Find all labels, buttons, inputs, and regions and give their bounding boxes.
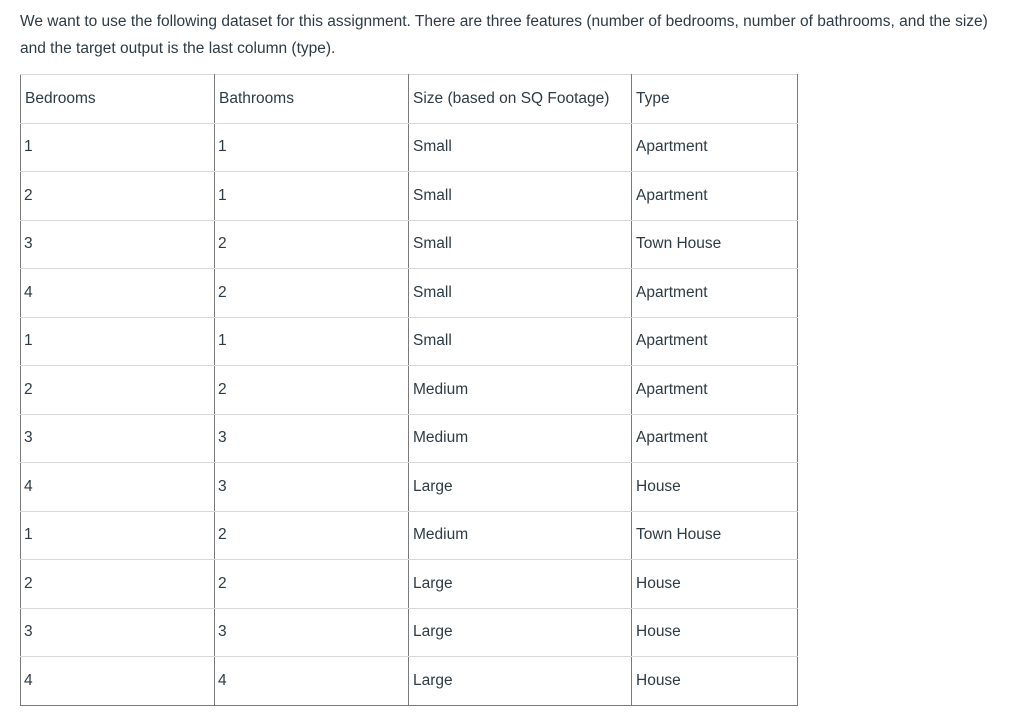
cell-bathrooms: 1 (215, 317, 409, 366)
table-header-row (21, 75, 798, 124)
cell-type: House (632, 463, 798, 512)
header-type: Type (632, 75, 798, 124)
cell-type: House (632, 560, 798, 609)
cell-bedrooms: 2 (21, 172, 215, 221)
cell-type: Town House (632, 511, 798, 560)
cell-size: Small (409, 317, 632, 366)
assignment-intro-text: We want to use the following dataset for this assignment. There are three features (number of bedrooms, number of bathrooms, and the size) and the target output is the last column (type). (20, 13, 988, 57)
dataset-table (20, 74, 798, 706)
table-row (21, 463, 798, 512)
cell-size: Small (409, 172, 632, 221)
cell-size: Medium (409, 414, 632, 463)
table-row (21, 220, 798, 269)
table-row (21, 269, 798, 318)
cell-bedrooms: 4 (21, 463, 215, 512)
cell-bedrooms: 3 (21, 414, 215, 463)
cell-bathrooms: 1 (215, 172, 409, 221)
cell-type: Apartment (632, 123, 798, 172)
table-row (21, 317, 798, 366)
cell-type: House (632, 657, 798, 706)
cell-bedrooms: 1 (21, 123, 215, 172)
cell-bedrooms: 2 (21, 366, 215, 415)
cell-bathrooms: 3 (215, 414, 409, 463)
table-row (21, 366, 798, 415)
cell-bedrooms: 3 (21, 220, 215, 269)
table-row (21, 511, 798, 560)
cell-type: Apartment (632, 269, 798, 318)
table-row (21, 608, 798, 657)
cell-bedrooms: 4 (21, 657, 215, 706)
header-bedrooms: Bedrooms (21, 75, 215, 124)
cell-size: Medium (409, 511, 632, 560)
cell-type: Town House (632, 220, 798, 269)
cell-type: House (632, 608, 798, 657)
cell-bedrooms: 1 (21, 317, 215, 366)
cell-bedrooms: 1 (21, 511, 215, 560)
cell-bathrooms: 2 (215, 366, 409, 415)
cell-size: Large (409, 657, 632, 706)
header-bathrooms: Bathrooms (215, 75, 409, 124)
cell-size: Small (409, 220, 632, 269)
table-row (21, 414, 798, 463)
cell-bathrooms: 4 (215, 657, 409, 706)
cell-bathrooms: 3 (215, 463, 409, 512)
cell-size: Medium (409, 366, 632, 415)
cell-bathrooms: 3 (215, 608, 409, 657)
cell-bathrooms: 2 (215, 560, 409, 609)
cell-bathrooms: 2 (215, 269, 409, 318)
cell-size: Small (409, 123, 632, 172)
cell-bedrooms: 4 (21, 269, 215, 318)
cell-bedrooms: 2 (21, 560, 215, 609)
table-row (21, 657, 798, 706)
cell-bathrooms: 2 (215, 220, 409, 269)
table-row (21, 172, 798, 221)
cell-size: Small (409, 269, 632, 318)
cell-type: Apartment (632, 366, 798, 415)
cell-size: Large (409, 463, 632, 512)
cell-type: Apartment (632, 317, 798, 366)
table-row (21, 123, 798, 172)
header-size: Size (based on SQ Footage) (409, 75, 632, 124)
cell-type: Apartment (632, 172, 798, 221)
cell-type: Apartment (632, 414, 798, 463)
cell-bedrooms: 3 (21, 608, 215, 657)
cell-size: Large (409, 608, 632, 657)
table-row (21, 560, 798, 609)
cell-bathrooms: 2 (215, 511, 409, 560)
cell-size: Large (409, 560, 632, 609)
cell-bathrooms: 1 (215, 123, 409, 172)
